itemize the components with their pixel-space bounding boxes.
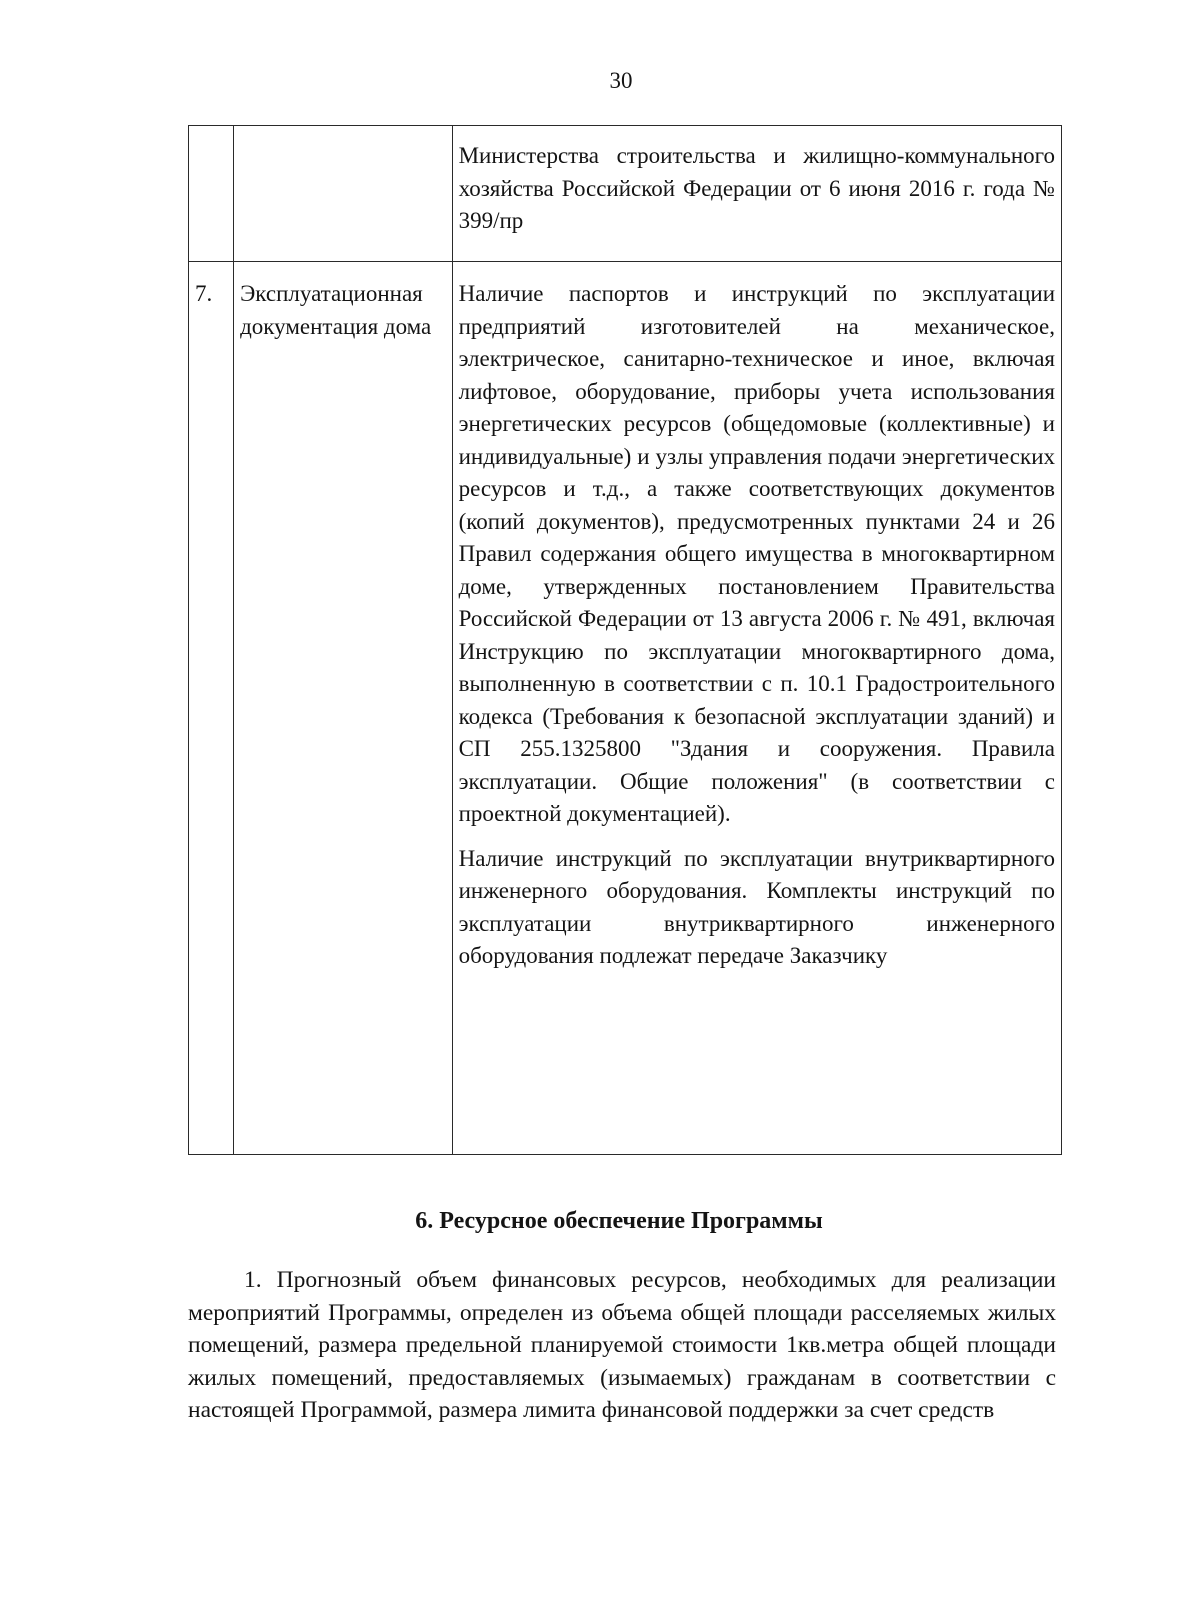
description-paragraph-2: Наличие инструкций по эксплуатации внутриквартирного инженерного оборудования. Комплекты инструкций по эксплуатации внутриквартирного инженерного оборудования подлежат передаче Заказчику [458,845,1055,968]
row-number-cell [189,126,234,262]
description-paragraph-1: Наличие паспортов и инструкций по эксплуатации предприятий изготовителей на механическое, электрическое, санитарно-техническое и иное, включая лифтовое, оборудование, приборы учета использования энергетических ресурсов (общедомовые (коллективные) и индивидуальные) и узлы управления подачи энергетических ресурсов и т.д., а также соответствующих документов (копий документов), предусмотренных пунктами 24 и 26 Правил содержания общего имущества в многоквартирном доме, утвержденных постановлением Правительства Российской Федерации от 13 августа 2006 г. № 491, включая Инструкцию по эксплуатации многоквартирного дома, выполненную в соответствии с п. 10.1 Градостроительного кодекса (Требования к безопасной эксплуатации зданий) и СП 255.1325800 "Здания и сооружения. Правила эксплуатации. Общие положения" (в соответствии с проектной документацией). [458,281,1055,826]
table-row-continuation [189,126,1062,262]
body-paragraph: 1. Прогнозный объем финансовых ресурсов, необходимых для реализации мероприятий Программы, определен из объема общей площади расселяемых жилых помещений, размера предельной планируемой стоимости 1кв.метра общей площади жилых помещений, предоставляемых (изымаемых) гражданам в соответствии с настоящей Программой, размера лимита финансовой поддержки за счет средств [188,1267,1056,1424]
row-name-cell: Эксплуатационная документация дома [234,262,453,1155]
row-description-cell: Министерства строительства и жилищно-коммунального хозяйства Российской Федерации от 6 июня 2016 г. года № 399/пр [452,126,1061,262]
table-row-7 [189,262,1062,1155]
page-number: 30 [609,68,633,93]
row-number-cell: 7. [189,262,234,1155]
row-description-cell [452,262,1061,1155]
requirements-table [188,125,1062,1155]
row-name-cell [234,126,453,262]
section-title: 6. Ресурсное обеспечение Программы [415,1208,823,1234]
